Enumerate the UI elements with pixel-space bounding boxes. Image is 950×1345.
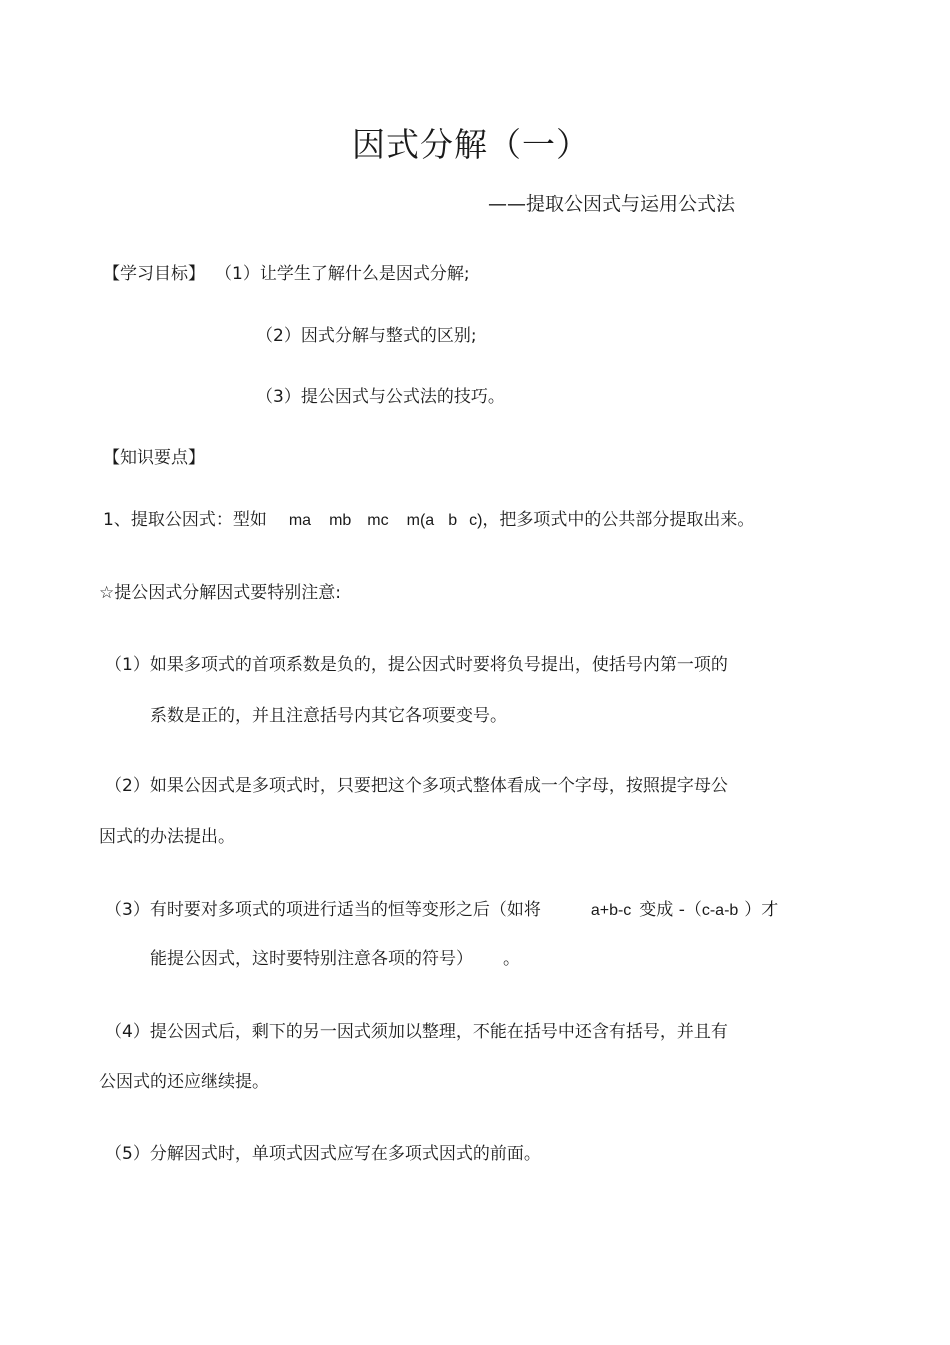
point-1-suffix: ，把多项式中的公共部分提取出来。 xyxy=(482,510,755,530)
point-1-line xyxy=(103,512,754,529)
formula-term: b xyxy=(448,512,458,529)
learning-goal-3: （3）提公因式与公式法的技巧。 xyxy=(256,387,505,407)
formula-term: ma xyxy=(288,512,312,529)
note-2-line-1: （2）如果公因式是多项式时，只要把这个多项式整体看成一个字母，按照提字母公 xyxy=(105,776,728,796)
page-subtitle: ——提取公因式与运用公式法 xyxy=(488,193,736,215)
note-1-line-2: 系数是正的，并且注意括号内其它各项要变号。 xyxy=(150,706,507,726)
formula-term: mc xyxy=(367,512,389,529)
note-3-line-2 xyxy=(150,951,520,968)
note-2-line-2: 因式的办法提出。 xyxy=(99,827,235,847)
formula-term: mb xyxy=(329,512,352,529)
learning-goal-2: （2）因式分解与整式的区别; xyxy=(256,326,477,346)
note-3-text-f: 能提公因式，这时要特别注意各项的符号） xyxy=(150,949,473,969)
learning-goal-1: （1）让学生了解什么是因式分解; xyxy=(215,264,470,284)
formula-term: m(a xyxy=(406,512,435,529)
learning-goals-label: 【学习目标】 xyxy=(103,264,205,284)
note-3-period: 。 xyxy=(503,949,520,969)
note-3-text-c: 变成 -（ xyxy=(639,900,702,920)
point-1-prefix: 1、提取公因式：型如 xyxy=(103,510,267,530)
note-3-expression-2: c-a-b xyxy=(701,902,739,919)
note-3-line-1 xyxy=(105,902,778,919)
formula-term: c) xyxy=(469,512,483,529)
page-title: 因式分解（一） xyxy=(352,125,590,164)
note-3-expression-1: a+b-c xyxy=(590,902,632,919)
note-5-line-1: （5）分解因式时，单项式因式应写在多项式因式的前面。 xyxy=(105,1144,541,1164)
note-heading: ☆提公因式分解因式要特别注意: xyxy=(99,583,341,603)
note-3-text-e: ）才 xyxy=(744,900,779,920)
note-4-line-1: （4）提公因式后，剩下的另一因式须加以整理，不能在括号中还含有括号，并且有 xyxy=(105,1022,728,1042)
knowledge-points-label: 【知识要点】 xyxy=(103,448,205,468)
note-1-line-1: （1）如果多项式的首项系数是负的，提公因式时要将负号提出，使括号内第一项的 xyxy=(105,655,728,675)
note-4-line-2: 公因式的还应继续提。 xyxy=(99,1072,269,1092)
note-3-text-a: （3）有时要对多项式的项进行适当的恒等变形之后（如将 xyxy=(105,900,541,920)
